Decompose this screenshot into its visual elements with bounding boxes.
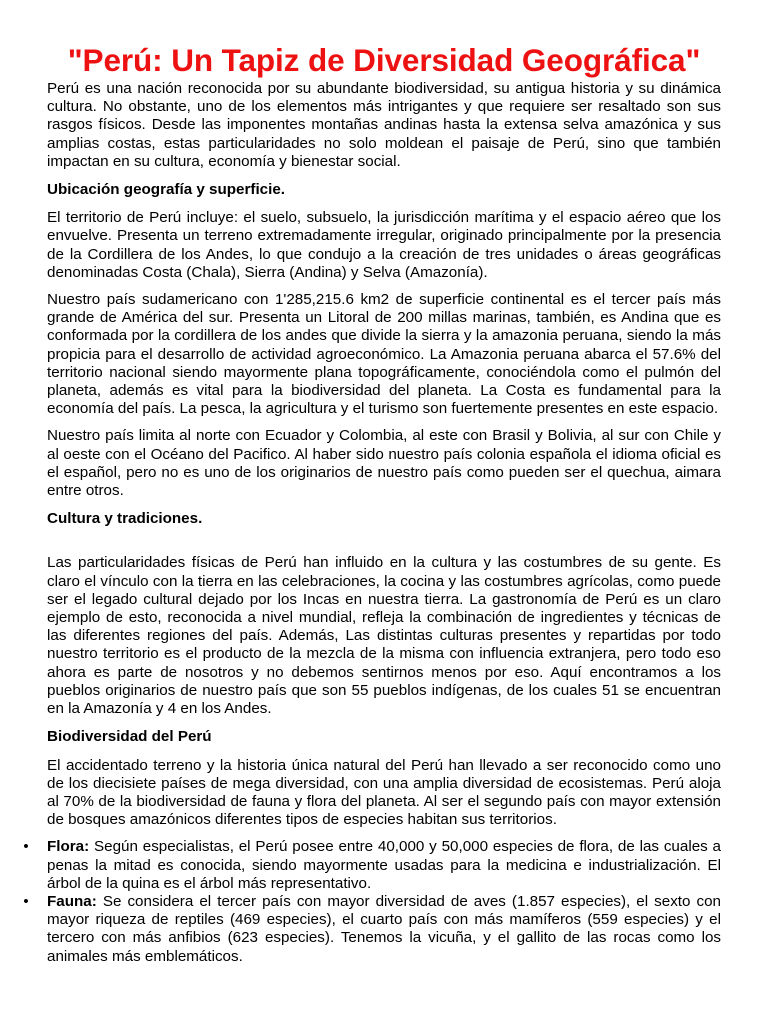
bullet-icon: • xyxy=(23,838,29,856)
intro-paragraph: Perú es una nación reconocida por su abundante biodiversidad, su antigua historia y su dinámica cultura. No obstante, uno de los elementos más intrigantes y que requiere ser resaltado son sus rasgos físicos. Desde las imponentes montañas andinas hasta la extensa selva amazónica y sus amplias costas, estas particularidades no solo moldean el paisaje de Perú, sino que también impactan en su cultura, economía y bienestar social. xyxy=(47,80,721,170)
bullet-icon: • xyxy=(23,892,29,910)
paragraph-limites: Nuestro país limita al norte con Ecuador y Colombia, al este con Brasil y Bolivia, al sur con Chile y al oeste con el Océano del Pacifico. Al haber sido nuestro país colonia española el idioma oficial es el español, pero no es uno de los originarios de nuestro país como pueden ser el quechua, aimara entre otros. xyxy=(47,427,721,500)
paragraph-biodiversidad: El accidentado terreno y la historia única natural del Perú han llevado a ser reconocido como uno de los diecisiete países de mega diversidad, con una amplia diversidad de ecosistemas. Perú aloja al 70% de la biodiversidad de fauna y flora del planeta. Al ser el segundo país con mayor extensión de bosques amazónicos diferentes tipos de especies habitan sus territorios. xyxy=(47,756,721,829)
bullet-label-flora: Flora: xyxy=(47,838,90,856)
paragraph-superficie: Nuestro país sudamericano con 1'285,215.6 km2 de superficie continental es el tercer país más grande de América del sur. Presenta un Litoral de 200 millas marinas, también, es Andina que es conformada por la cordillera de los andes que divide la sierra y la amazonia peruana, siendo la más propicia para el desarrollo de actividad agroeconómico. La Amazonia peruana abarca el 57.6% del territorio nacional siendo mayormente plana topográficamente, conociéndola como el pulmón del planeta, además es vital para la biodiversidad del planeta. La Costa es fundamental para la economía del país. La pesca, la agricultura y el turismo son fuertemente presentes en este espacio. xyxy=(47,291,721,418)
bullet-text-flora: Según especialistas, el Perú posee entre 40,000 y 50,000 especies de flora, de las cuales a penas la mitad es conocida, siendo mayormente usadas para la medicina e industrialización. El árbol de la quina es el árbol más representativo. xyxy=(47,838,721,892)
bullet-label-fauna: Fauna: xyxy=(47,892,97,910)
paragraph-territorio: El territorio de Perú incluye: el suelo, subsuelo, la jurisdicción marítima y el espacio aéreo que los envuelve. Presenta un terreno extremadamente irregular, originado principalmente por la presencia de la Cordillera de los Andes, lo que condujo a la creación de tres unidades o áreas geográficas denominadas Costa (Chala), Sierra (Andina) y Selva (Amazonía). xyxy=(47,209,721,281)
section-heading-ubicacion: Ubicación geografía y superficie. xyxy=(47,181,286,199)
biodiversity-list xyxy=(23,838,721,965)
section-heading-cultura: Cultura y tradiciones. xyxy=(47,510,203,528)
document-title: "Perú: Un Tapiz de Diversidad Geográfica" xyxy=(67,42,701,78)
list-item-fauna xyxy=(23,892,721,966)
list-item-flora xyxy=(23,838,721,893)
section-heading-biodiversidad: Biodiversidad del Perú xyxy=(47,728,212,746)
bullet-text-fauna: Se considera el tercer país con mayor diversidad de aves (1.857 especies), el sexto con mayor riqueza de reptiles (469 especies), el cuarto país con más mamíferos (559 especies) y el tercero con más anfibios (623 especies). Tenemos la vicuña, y el gallito de las rocas como los animales más emblemáticos. xyxy=(47,892,721,965)
document-page xyxy=(23,40,721,966)
paragraph-cultura: Las particularidades físicas de Perú han influido en la cultura y las costumbres de su gente. Es claro el vínculo con la tierra en las celebraciones, la cocina y las costumbres agrícolas, como puede ser el legado cultural dejado por los Incas en nuestra tierra. La gastronomía de Perú es un claro ejemplo de esto, reconocida a nivel mundial, refleja la combinación de ingredientes y técnicas de las diferentes regiones del país. Además, Las distintas culturas presentes y repartidas por todo nuestro territorio es el producto de la mezcla de la misma con influencia extranjera, pero todo eso ahora es parte de nosotros y no debemos sentirnos menos por eso. Aquí encontramos a los pueblos originarios de nuestro país que son 55 pueblos indígenas, de los cuales 51 se encuentran en la Amazonía y 4 en los Andes. xyxy=(47,554,721,718)
